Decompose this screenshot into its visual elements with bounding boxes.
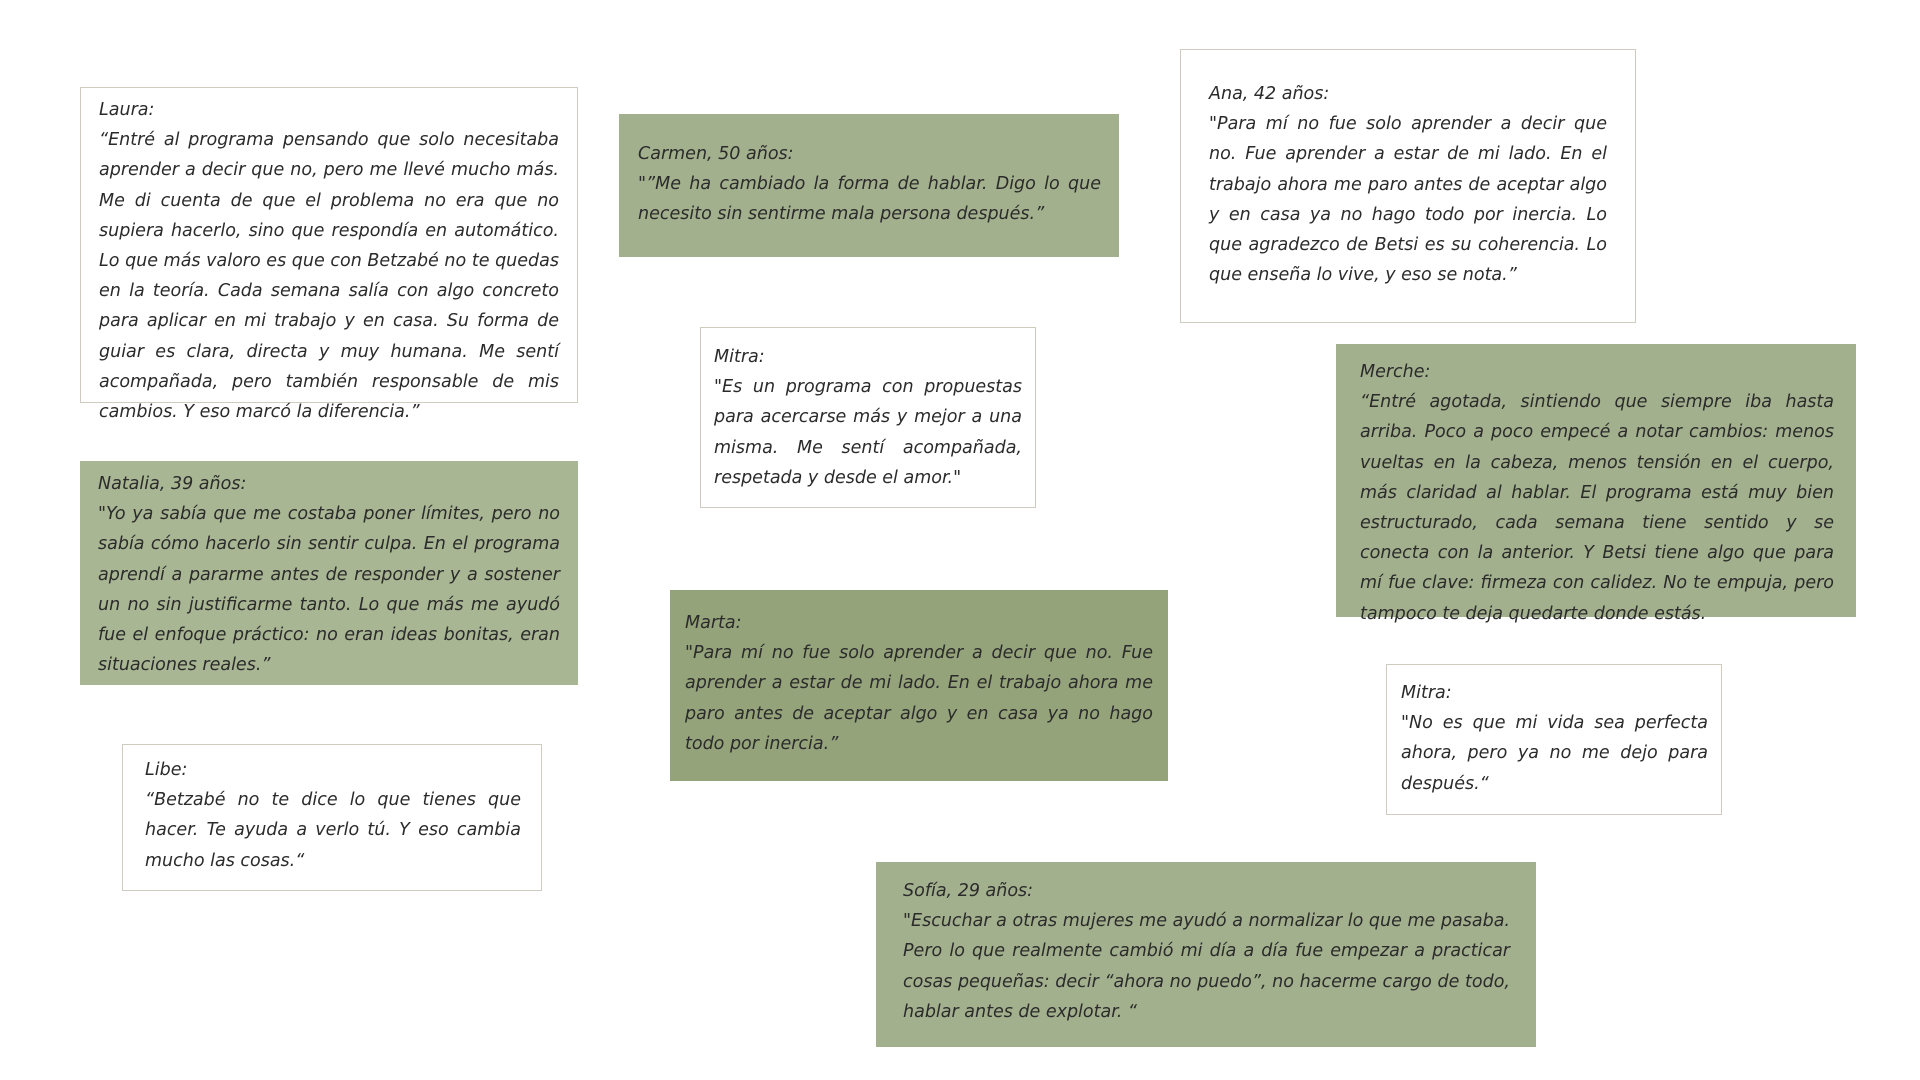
testimonial-author: Marta:	[685, 613, 742, 633]
testimonial-author: Ana, 42 años:	[1209, 84, 1330, 104]
testimonial-author: Carmen, 50 años:	[638, 144, 794, 164]
testimonial-author: Merche:	[1360, 362, 1431, 382]
testimonial-quote: "Para mí no fue solo aprender a decir que no. Fue aprender a estar de mi lado. En el trabajo ahora me paro antes de aceptar algo y en casa ya no hago todo por inercia.”	[685, 643, 1153, 754]
testimonial-author: Libe:	[145, 760, 188, 780]
testimonial-card-libe	[122, 744, 542, 891]
testimonial-card-mitra	[700, 327, 1036, 508]
testimonial-card-ana	[1180, 49, 1636, 323]
testimonial-card-merche	[1336, 344, 1856, 624]
testimonial-quote: “Entré al programa pensando que solo necesitaba aprender a decir que no, pero me llevé mucho más. Me di cuenta de que el problema no era que no supiera hacerlo, sino que respondía en automático. Lo que más valoro es que con Betzabé no te quedas en la teoría. Cada semana salía con algo concreto para aplicar en mi trabajo y en casa. Su forma de guiar es clara, directa y muy humana. Me sentí acompañada, pero también responsable de mis cambios. Y eso marcó la diferencia.”	[99, 130, 559, 423]
testimonial-author: Sofía, 29 años:	[903, 881, 1034, 901]
testimonial-quote: "No es que mi vida sea perfecta ahora, pero ya no me dejo para después.“	[1401, 713, 1708, 794]
testimonial-author: Mitra:	[1401, 683, 1452, 703]
testimonial-card-laura	[80, 87, 578, 423]
testimonial-quote: "Yo ya sabía que me costaba poner límites, pero no sabía cómo hacerlo sin sentir culpa. En el programa aprendí a pararme antes de responder y a sostener un no sin justificarme tanto. Lo que más me ayudó fue el enfoque práctico: no eran ideas bonitas, eran situaciones reales.”	[98, 504, 560, 676]
testimonial-quote: "Escuchar a otras mujeres me ayudó a normalizar lo que me pasaba. Pero lo que realmente cambió mi día a día fue empezar a practicar cosas pequeñas: decir “ahora no puedo”, no hacerme cargo de todo, hablar antes de explotar. “	[903, 911, 1510, 1022]
testimonial-quote: "Es un programa con propuestas para acercarse más y mejor a una misma. Me sentí acompañada, respetada y desde el amor."	[714, 377, 1022, 488]
testimonial-card-natalia	[80, 461, 578, 685]
testimonial-quote: "Para mí no fue solo aprender a decir que no. Fue aprender a estar de mi lado. En el trabajo ahora me paro antes de aceptar algo y en casa ya no hago todo por inercia. Lo que agradezco de Betsi es su coherencia. Lo que enseña lo vive, y eso se nota.”	[1209, 114, 1607, 286]
testimonial-card-marta	[670, 590, 1168, 781]
testimonial-author: Mitra:	[714, 347, 765, 367]
testimonial-card-carmen	[619, 114, 1119, 257]
testimonial-quote: “Betzabé no te dice lo que tienes que hacer. Te ayuda a verlo tú. Y eso cambia mucho las cosas.“	[145, 790, 521, 871]
testimonial-author: Laura:	[99, 100, 155, 120]
testimonial-card-sofia	[876, 862, 1536, 1047]
testimonial-author: Natalia, 39 años:	[98, 474, 247, 494]
testimonial-quote: “Entré agotada, sintiendo que siempre iba hasta arriba. Poco a poco empecé a notar cambios: menos vueltas en la cabeza, menos tensión en el cuerpo, más claridad al hablar. El programa está muy bien estructurado, cada semana tiene sentido y se conecta con la anterior. Y Betsi tiene algo que para mí fue clave: firmeza con calidez. No te empuja, pero tampoco te deja quedarte donde estás.	[1360, 392, 1834, 624]
testimonial-card-mitra-2	[1386, 664, 1722, 815]
testimonial-quote: "”Me ha cambiado la forma de hablar. Digo lo que necesito sin sentirme mala persona después.”	[638, 174, 1101, 225]
